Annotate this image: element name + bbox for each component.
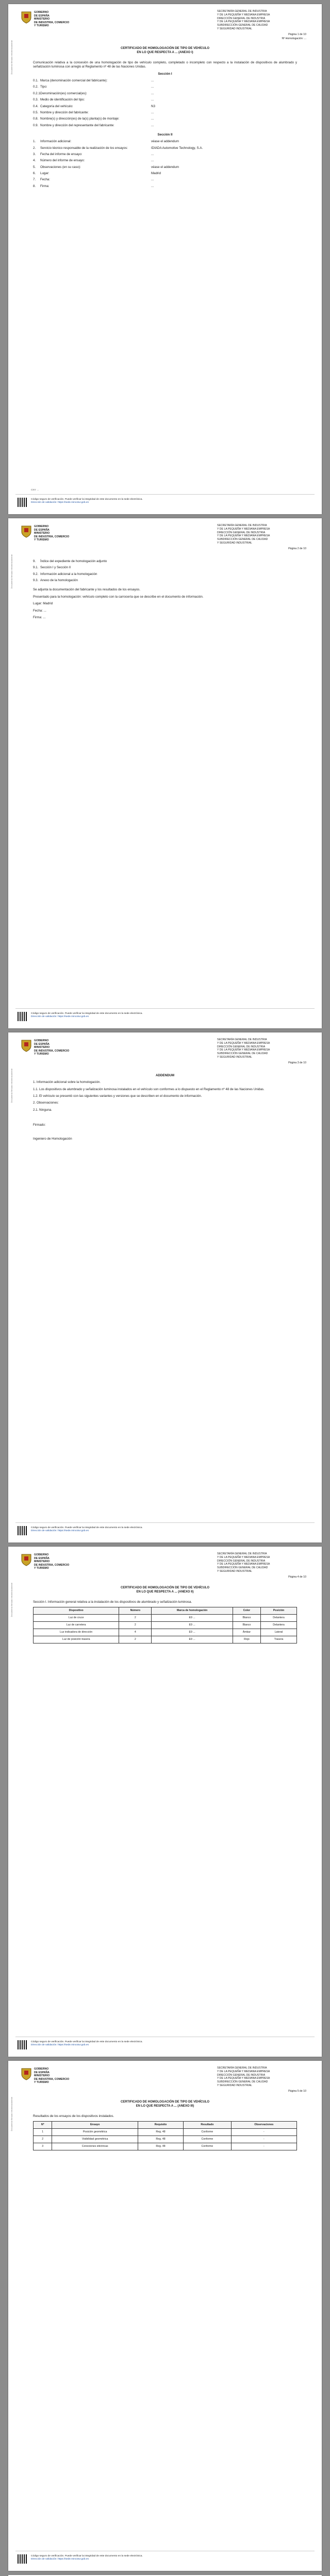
side-signature-text: Documento firmado electrónicamente — [10, 1069, 13, 1103]
page-header — [8, 4, 322, 28]
list-item: 7. Fecha: ... — [33, 178, 154, 182]
coat-of-arms-icon — [21, 2067, 32, 2080]
results-table — [33, 2121, 297, 2150]
paragraph: Se adjunta la documentación del fabricante y los resultados de los ensayos. — [33, 588, 141, 592]
intro-text: Comunicación relativa a la concesión de una homologación de tipo de vehículo completo, completado o incompleto con respecto a la instalación de dispositivos de alumbrado y señalización luminosa con arreglo al Reglamento nº 48 de las Naciones Unidas. — [33, 61, 297, 69]
section-header: Sección I — [158, 72, 172, 76]
page-body — [33, 1074, 297, 1141]
page-number: Página 1 de 10 — [288, 33, 306, 36]
page-footer — [15, 1008, 315, 1023]
footer-text: Código seguro de verificación. Puede verificar la integridad de este documento en la sede electrónica. Dirección de validación: https://sede.mincotur.gob.es — [31, 2041, 143, 2047]
validation-link[interactable]: Dirección de validación: https://sede.mincotur.gob.es — [31, 2558, 89, 2561]
approval-number: Nº Homologación: ... — [282, 37, 306, 40]
side-signature-text: Documento firmado electrónicamente — [10, 1583, 13, 1617]
paragraph: Firma: ... — [33, 615, 46, 619]
list-item: 5. Observaciones (en su caso): véase el addendum — [33, 165, 179, 169]
list-item: 0.9. Nombre y dirección del representante del fabricante: ... — [33, 123, 154, 127]
qr-code-icon[interactable] — [18, 1526, 27, 1535]
page-body — [33, 560, 297, 622]
validation-link[interactable]: Dirección de validación: https://sede.mincotur.gob.es — [31, 1015, 89, 1019]
coat-of-arms-icon — [21, 1039, 32, 1052]
paragraph: 1.1. Los dispositivos de alumbrado y señalización luminosa instalados en el vehículo son conformes a lo dispuesto en el Reglamento nº 48 de las Naciones Unidas. — [33, 1087, 265, 1091]
items-list — [33, 79, 297, 128]
side-signature-text: Documento firmado electrónicamente — [10, 2097, 13, 2131]
paragraph: 1.2. El vehículo se presentó con las siguientes variantes y versiones que se describen en el documento de información. — [33, 1094, 202, 1098]
certificate-title: CERTIFICADO DE HOMOLOGACIÓN DE TIPO DE VEHÍCULO EN LO QUE RESPECTA A ... (ANEXO III) — [120, 2100, 209, 2108]
table-row: Luz de cruce 2 E9 ... Blanco Delantera — [34, 1615, 297, 1622]
validation-link[interactable]: Dirección de validación: https://sede.mincotur.gob.es — [31, 2044, 89, 2047]
list-item: 0.3. Medio de identificación del tipo: ... — [33, 98, 154, 102]
list-item: 1. Información adicional: véase el addendum — [33, 140, 179, 144]
table-row: 3 Conexiones eléctricas Reg. 48 Conforme - — [34, 2143, 297, 2150]
side-signature-text: Documento firmado electrónicamente — [10, 554, 13, 589]
list-item: 6. Lugar: Madrid — [33, 172, 161, 176]
certificate-title: CERTIFICADO DE HOMOLOGACIÓN DE TIPO DE VEHÍCULO EN LO QUE RESPECTA A ... (ANEXO I) — [120, 47, 209, 55]
paragraph: Fecha: ... — [33, 608, 46, 613]
paragraph: Presentado para la homologación: vehículo completo con la carrocería que se describe en el documento de información. — [33, 595, 204, 599]
paragraph: 2.1. Ninguna. — [33, 1108, 52, 1112]
qr-code-icon[interactable] — [18, 498, 27, 507]
document-page-2 — [8, 518, 322, 1028]
document-page-5 — [8, 2061, 322, 2571]
page-footer — [15, 488, 315, 509]
list-item: 9. Índice del expediente de homologación adjunto — [33, 560, 107, 563]
coat-of-arms-icon — [21, 10, 32, 24]
signature-block: Firmado: Ingeniero de Homologación — [33, 1123, 72, 1141]
page-body — [33, 2114, 297, 2150]
side-signature-text: Documento firmado electrónicamente — [10, 40, 13, 75]
csv-code: CSV: ... — [31, 488, 39, 491]
list-item: 0.1. Marca (denominación comercial del fabricante): ... — [33, 79, 154, 83]
list-item: 0.4. Categoría del vehículo: N3 — [33, 104, 155, 108]
table-header-row: Nº Ensayo Requisito Resultado Observaciones — [34, 2122, 297, 2129]
ministry-label: SECRETARÍA GENERAL DE INDUSTRIA Y DE LA PEQUEÑA Y MEDIANA EMPRESA DIRECCIÓN GENERAL DE INDUSTRIA Y DE LA PEQUEÑA Y MEDIANA EMPRESA SUBDIRECCIÓN GENERAL DE CALIDAD Y SEGURIDAD INDUSTRIAL — [217, 1552, 270, 1573]
paragraph: 1. Información adicional sobre la homologación. — [33, 1080, 101, 1084]
list-item: 9.1. Sección I y Sección II — [33, 566, 71, 570]
footer-text: Código seguro de verificación. Puede verificar la integridad de este documento en la sede electrónica. Dirección de validación: https://sede.mincotur.gob.es — [31, 498, 143, 504]
page-number: Página 4 de 10 — [288, 1575, 306, 1579]
document-page-4 — [8, 1547, 322, 2057]
list-item: 4. Número del informe de ensayo: ... — [33, 159, 154, 163]
section-header: Sección II — [157, 132, 173, 137]
government-label: GOBIERNO DE ESPAÑA MINISTERIO DE INDUSTRIA, COMERCIO Y TURISMO — [34, 1039, 70, 1056]
list-item: 0.5. Nombre y dirección del fabricante: ... — [33, 110, 154, 114]
ministry-label: SECRETARÍA GENERAL DE INDUSTRIA Y DE LA PEQUEÑA Y MEDIANA EMPRESA DIRECCIÓN GENERAL DE INDUSTRIA Y DE LA PEQUEÑA Y MEDIANA EMPRESA SUBDIRECCIÓN GENERAL DE CALIDAD Y SEGURIDAD INDUSTRIAL — [217, 2066, 270, 2087]
list-item: 2. Servicio técnico responsable de la realización de los ensayos: IDIADA Automotive Technology, S.A. — [33, 146, 203, 150]
table-header-row: Dispositivo Número Marca de homologación Color Posición — [34, 1607, 297, 1615]
table-row: 1 Posición geométrica Reg. 48 Conforme - — [34, 2129, 297, 2136]
devices-table — [33, 1607, 297, 1643]
table-row: 2 Visibilidad geométrica Reg. 48 Conforme - — [34, 2136, 297, 2143]
page-header — [8, 1032, 322, 1059]
coat-of-arms-icon — [21, 1553, 32, 1566]
qr-code-icon[interactable] — [18, 2554, 27, 2564]
page-number: Página 5 de 10 — [288, 2090, 306, 2093]
validation-link[interactable]: Dirección de validación: https://sede.mincotur.gob.es — [31, 1530, 89, 1533]
page-header — [8, 2061, 322, 2087]
page-number: Página 3 de 10 — [288, 1061, 306, 1064]
footer-text: Código seguro de verificación. Puede verificar la integridad de este documento en la sede electrónica. Dirección de validación: https://sede.mincotur.gob.es — [31, 1527, 143, 1533]
table-row: Luz de carretera 2 E9 ... Blanco Delantera — [34, 1622, 297, 1629]
footer-text: Código seguro de verificación. Puede verificar la integridad de este documento en la sede electrónica. Dirección de validación: https://sede.mincotur.gob.es — [31, 2555, 143, 2561]
ministry-label: SECRETARÍA GENERAL DE INDUSTRIA Y DE LA PEQUEÑA Y MEDIANA EMPRESA DIRECCIÓN GENERAL DE INDUSTRIA Y DE LA PEQUEÑA Y MEDIANA EMPRESA SUBDIRECCIÓN GENERAL DE CALIDAD Y SEGURIDAD INDUSTRIAL — [217, 10, 270, 30]
ministry-label: SECRETARÍA GENERAL DE INDUSTRIA Y DE LA PEQUEÑA Y MEDIANA EMPRESA DIRECCIÓN GENERAL DE INDUSTRIA Y DE LA PEQUEÑA Y MEDIANA EMPRESA SUBDIRECCIÓN GENERAL DE CALIDAD Y SEGURIDAD INDUSTRIAL — [217, 1038, 270, 1059]
list-item: 0.2.1. Denominación(es) comercial(es): ... — [33, 91, 154, 95]
validation-link[interactable]: Dirección de validación: https://sede.mincotur.gob.es — [31, 501, 89, 504]
page-number: Página 2 de 10 — [288, 547, 306, 550]
list-item: 9.3. Anexo de la homologación — [33, 579, 78, 583]
page-header — [8, 518, 322, 545]
list-item: 9.2. Información adicional a la homologación — [33, 572, 97, 576]
page-footer — [15, 1522, 315, 1537]
intro-text: Resultados de los ensayos de los dispositivos instalados. — [33, 2114, 114, 2118]
table-row: Luz de posición trasera 2 E9 ... Rojo Trasera — [34, 1636, 297, 1643]
page-body — [33, 61, 297, 189]
document-page-1 — [8, 4, 322, 514]
list-item: 0.8. Nombre(s) y dirección(es) de la(s) planta(s) de montaje: ... — [33, 117, 154, 121]
government-label: GOBIERNO DE ESPAÑA MINISTERIO DE INDUSTRIA, COMERCIO Y TURISMO — [34, 1553, 70, 1570]
list-item: 8. Firma: ... — [33, 184, 154, 188]
paragraph: 2. Observaciones: — [33, 1101, 59, 1105]
qr-code-icon[interactable] — [18, 2040, 27, 2049]
page-footer — [15, 2551, 315, 2566]
qr-code-icon[interactable] — [18, 1012, 27, 1021]
items-list — [33, 140, 297, 189]
footer-text: Código seguro de verificación. Puede verificar la integridad de este documento en la sede electrónica. Dirección de validación: https://sede.mincotur.gob.es — [31, 1012, 143, 1019]
page-body — [33, 1600, 297, 1643]
list-item: 0.2. Tipo: ... — [33, 85, 154, 89]
certificate-title: CERTIFICADO DE HOMOLOGACIÓN DE TIPO DE VEHÍCULO EN LO QUE RESPECTA A ... (ANEXO II) — [120, 1586, 209, 1594]
government-label: GOBIERNO DE ESPAÑA MINISTERIO DE INDUSTRIA, COMERCIO Y TURISMO — [34, 2067, 70, 2084]
ministry-label: SECRETARÍA GENERAL DE INDUSTRIA Y DE LA PEQUEÑA Y MEDIANA EMPRESA DIRECCIÓN GENERAL DE INDUSTRIA Y DE LA PEQUEÑA Y MEDIANA EMPRESA SUBDIRECCIÓN GENERAL DE CALIDAD Y SEGURIDAD INDUSTRIAL — [217, 524, 270, 545]
list-item: 3. Fecha del informe de ensayo: ... — [33, 152, 154, 157]
table-row: Luz indicadora de dirección 4 E9 ... Ámbar Lateral — [34, 1629, 297, 1636]
government-label: GOBIERNO DE ESPAÑA MINISTERIO DE INDUSTRIA, COMERCIO Y TURISMO — [34, 525, 70, 541]
government-label: GOBIERNO DE ESPAÑA MINISTERIO DE INDUSTRIA, COMERCIO Y TURISMO — [34, 11, 70, 27]
page-footer — [15, 2037, 315, 2052]
coat-of-arms-icon — [21, 524, 32, 538]
paragraph: Lugar: Madrid — [33, 602, 53, 606]
page-header — [8, 1547, 322, 1573]
document-page-3 — [8, 1032, 322, 1543]
intro-text: Sección I. Información general relativa a la instalación de los dispositivos de alumbrado y señalización luminosa. — [33, 1600, 192, 1604]
section-header: ADDENDUM — [155, 1074, 175, 1077]
